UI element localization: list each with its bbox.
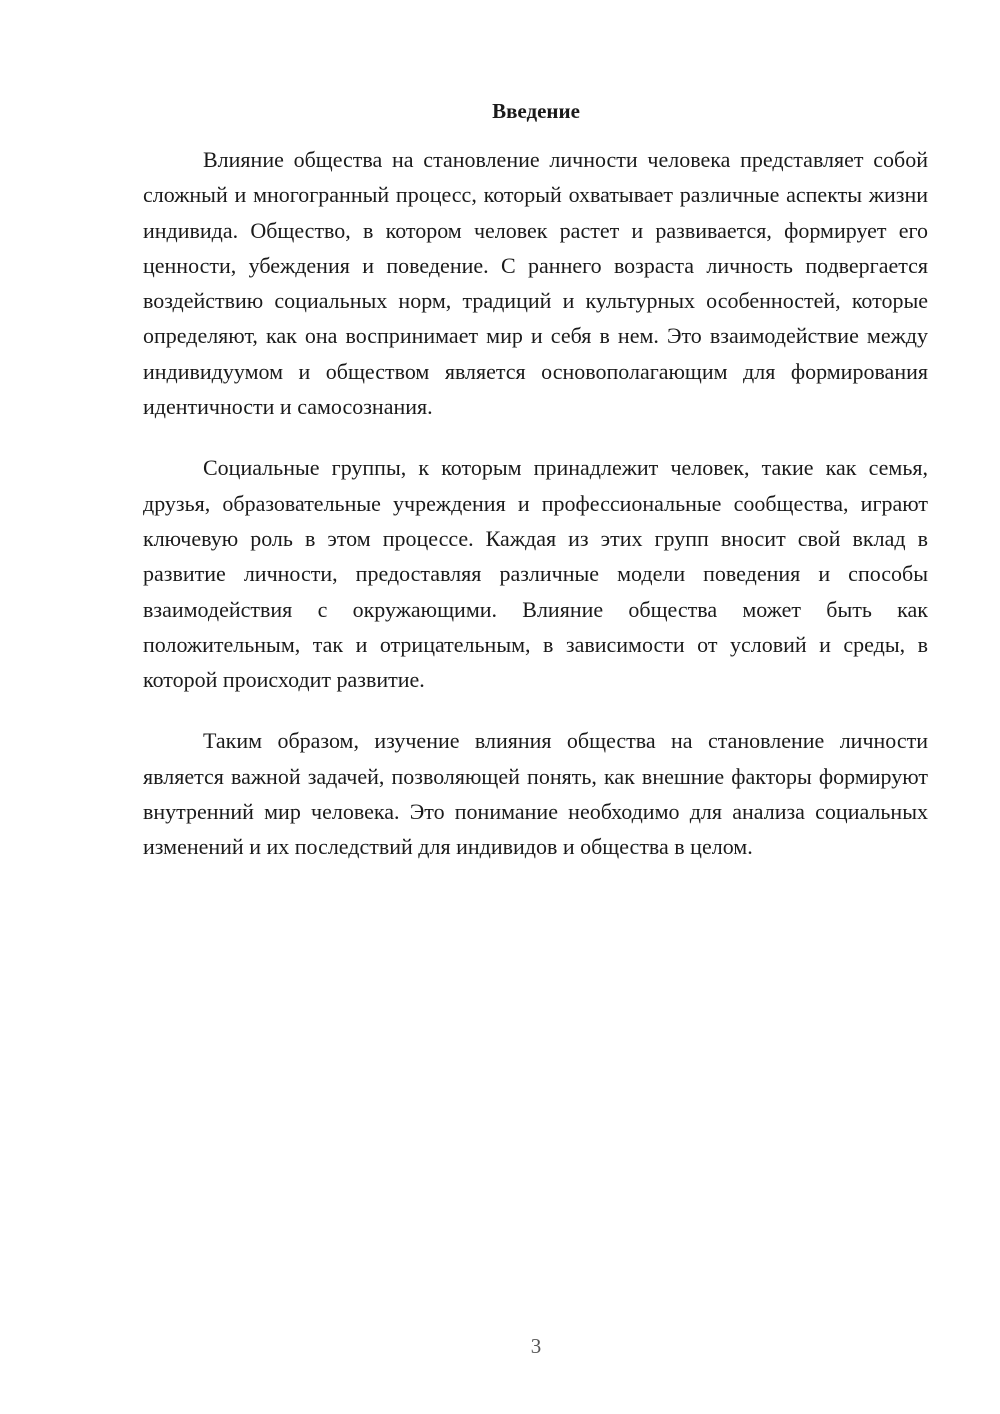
section-heading: Введение (492, 99, 580, 123)
paragraph-3: Таким образом, изучение влияния общества на становление личности является важной задачей, позволяющей понять, как внешние факторы формируют внутренний мир человека. Это понимание необходимо для анализа социальных изменений и их последствий для индивидов и общества в целом. (143, 728, 928, 860)
paragraph-2: Социальные группы, к которым принадлежит человек, такие как семья, друзья, образовательные учреждения и профессиональные сообщества, играют ключевую роль в этом процессе. Каждая из этих групп вносит свой вклад в развитие личности, предоставляя различные модели поведения и способы взаимодействия с окружающими. Влияние общества может быть как положительным, так и отрицательным, в зависимости от условий и среды, в которой происходит развитие. (143, 455, 928, 693)
body-text (143, 142, 928, 891)
paragraph-1: Влияние общества на становление личности человека представляет собой сложный и многогранный процесс, который охватывает различные аспекты жизни индивида. Общество, в котором человек растет и развивается, формирует его ценности, убеждения и поведение. С раннего возраста личность подвергается воздействию социальных норм, традиций и культурных особенностей, которые определяют, как она воспринимает мир и себя в нем. Это взаимодействие между индивидуумом и обществом является основополагающим для формирования идентичности и самосознания. (143, 147, 928, 420)
page-number: 3 (530, 1334, 542, 1358)
